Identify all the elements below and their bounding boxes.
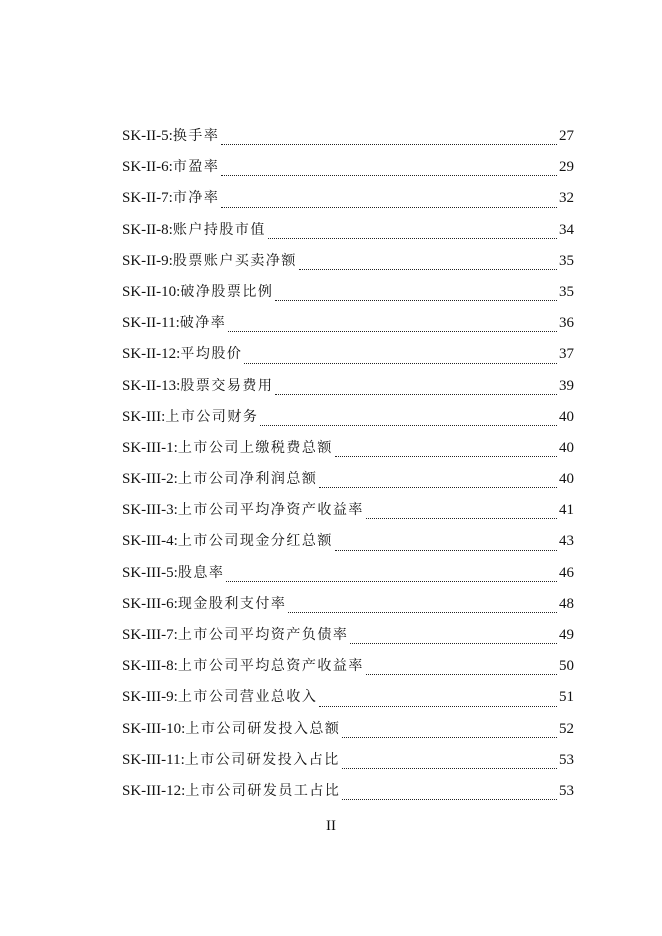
- toc-entry-code: SK-III-12:: [122, 782, 186, 799]
- toc-entry-title: 股票交易费用: [180, 377, 274, 394]
- toc-entry-code: SK-III-2:: [122, 471, 178, 488]
- toc-entry[interactable]: [122, 717, 574, 748]
- table-of-contents: [122, 124, 574, 810]
- toc-entry[interactable]: [122, 436, 574, 467]
- toc-entry-title: 平均股价: [180, 346, 243, 363]
- dot-leader: [366, 517, 557, 519]
- toc-entry-page: 40: [559, 439, 574, 456]
- toc-entry[interactable]: [122, 654, 574, 685]
- toc-entry-page: 39: [559, 377, 574, 394]
- toc-entry[interactable]: [122, 218, 574, 249]
- toc-entry-title: 上市公司现金分红总额: [177, 533, 333, 550]
- toc-entry-title: 账户持股市值: [172, 221, 266, 238]
- toc-entry[interactable]: [122, 748, 574, 779]
- dot-leader: [335, 455, 557, 457]
- toc-entry-code: SK-III-5:: [122, 564, 178, 581]
- dot-leader: [244, 362, 557, 364]
- toc-entry-title: 上市公司营业总收入: [177, 689, 318, 706]
- toc-entry-code: SK-III-10:: [122, 720, 186, 737]
- toc-entry-page: 43: [559, 533, 574, 550]
- toc-entry[interactable]: [122, 467, 574, 498]
- toc-entry-code: SK-III-9:: [122, 689, 178, 706]
- page-number: II: [326, 818, 336, 834]
- toc-entry[interactable]: [122, 561, 574, 592]
- toc-entry-title: 上市公司上缴税费总额: [177, 439, 333, 456]
- toc-entry-page: 51: [559, 689, 574, 706]
- toc-entry-page: 41: [559, 502, 574, 519]
- toc-entry-code: SK-III-7:: [122, 627, 178, 643]
- toc-entry-title: 上市公司平均资产负债率: [177, 627, 349, 643]
- dot-leader: [342, 798, 557, 800]
- toc-entry-code: SK-II-6:: [122, 159, 173, 176]
- toc-entry-title: 上市公司净利润总额: [177, 471, 318, 488]
- dot-leader: [299, 268, 557, 270]
- toc-entry[interactable]: [122, 405, 574, 436]
- dot-leader: [335, 549, 557, 551]
- toc-entry[interactable]: [122, 623, 574, 654]
- toc-entry[interactable]: [122, 186, 574, 217]
- toc-entry[interactable]: [122, 374, 574, 405]
- toc-entry-page: 34: [559, 221, 574, 238]
- toc-entry-page: 46: [559, 564, 574, 581]
- toc-entry-page: 40: [559, 471, 574, 488]
- toc-entry-code: SK-III-4:: [122, 533, 178, 550]
- toc-entry-code: SK-II-10:: [122, 283, 181, 300]
- toc-entry-title: 市盈率: [172, 159, 220, 176]
- toc-entry-title: 上市公司研发员工占比: [185, 782, 341, 799]
- toc-entry-page: 27: [559, 128, 574, 144]
- toc-entry[interactable]: [122, 685, 574, 716]
- toc-entry[interactable]: [122, 124, 574, 155]
- toc-entry-page: 50: [559, 658, 574, 675]
- toc-entry-code: SK-II-9:: [122, 252, 173, 269]
- toc-entry-page: 35: [559, 252, 574, 269]
- dot-leader: [350, 642, 557, 644]
- dot-leader: [275, 393, 557, 395]
- toc-entry-page: 48: [559, 595, 574, 612]
- toc-entry-title: 破净股票比例: [180, 283, 274, 300]
- toc-entry[interactable]: [122, 498, 574, 529]
- toc-entry-page: 49: [559, 627, 574, 643]
- dot-leader: [275, 299, 557, 301]
- toc-entry-code: SK-III:: [122, 408, 166, 425]
- dot-leader: [228, 330, 557, 332]
- toc-entry[interactable]: [122, 342, 574, 373]
- dot-leader: [260, 424, 557, 426]
- toc-entry[interactable]: [122, 529, 574, 560]
- toc-entry-page: 32: [559, 190, 574, 207]
- toc-entry-title: 上市公司财务: [165, 408, 259, 425]
- toc-entry-page: 29: [559, 159, 574, 176]
- dot-leader: [268, 237, 557, 239]
- toc-entry-code: SK-III-11:: [122, 751, 185, 768]
- dot-leader: [221, 143, 557, 145]
- toc-entry-page: 36: [559, 315, 574, 332]
- dot-leader: [221, 174, 557, 176]
- toc-entry-code: SK-II-7:: [122, 190, 173, 207]
- toc-entry[interactable]: [122, 280, 574, 311]
- toc-entry-code: SK-III-1:: [122, 439, 178, 456]
- toc-entry-page: 52: [559, 720, 574, 737]
- toc-entry-title: 上市公司研发投入占比: [184, 751, 340, 768]
- dot-leader: [366, 673, 557, 675]
- toc-entry-page: 37: [559, 346, 574, 363]
- toc-entry-title: 现金股利支付率: [177, 595, 287, 612]
- toc-entry-code: SK-III-8:: [122, 658, 178, 675]
- toc-entry-page: 53: [559, 782, 574, 799]
- toc-entry-code: SK-II-13:: [122, 377, 181, 394]
- toc-entry-title: 股票账户买卖净额: [172, 252, 297, 269]
- dot-leader: [319, 486, 557, 488]
- toc-entry[interactable]: [122, 311, 574, 342]
- dot-leader: [226, 580, 557, 582]
- dot-leader: [342, 767, 557, 769]
- dot-leader: [221, 206, 557, 208]
- toc-entry-title: 换手率: [172, 128, 220, 144]
- toc-entry-title: 破净率: [179, 315, 227, 332]
- toc-entry-title: 上市公司平均净资产收益率: [177, 502, 364, 519]
- toc-entry-title: 市净率: [172, 190, 220, 207]
- toc-entry-code: SK-II-12:: [122, 346, 181, 363]
- toc-entry-code: SK-II-11:: [122, 315, 180, 332]
- toc-entry-page: 35: [559, 283, 574, 300]
- toc-entry-title: 上市公司平均总资产收益率: [177, 658, 364, 675]
- toc-entry[interactable]: [122, 155, 574, 186]
- toc-entry-title: 上市公司研发投入总额: [185, 720, 341, 737]
- dot-leader: [342, 736, 557, 738]
- toc-entry-title: 股息率: [177, 564, 225, 581]
- dot-leader: [319, 705, 557, 707]
- toc-entry-code: SK-III-3:: [122, 502, 178, 519]
- toc-entry[interactable]: [122, 592, 574, 623]
- dot-leader: [288, 611, 557, 613]
- toc-entry[interactable]: [122, 779, 574, 810]
- toc-entry-code: SK-II-5:: [122, 128, 173, 144]
- toc-entry-code: SK-II-8:: [122, 221, 173, 238]
- toc-entry-page: 53: [559, 751, 574, 768]
- toc-entry[interactable]: [122, 249, 574, 280]
- toc-entry-code: SK-III-6:: [122, 595, 178, 612]
- toc-entry-page: 40: [559, 408, 574, 425]
